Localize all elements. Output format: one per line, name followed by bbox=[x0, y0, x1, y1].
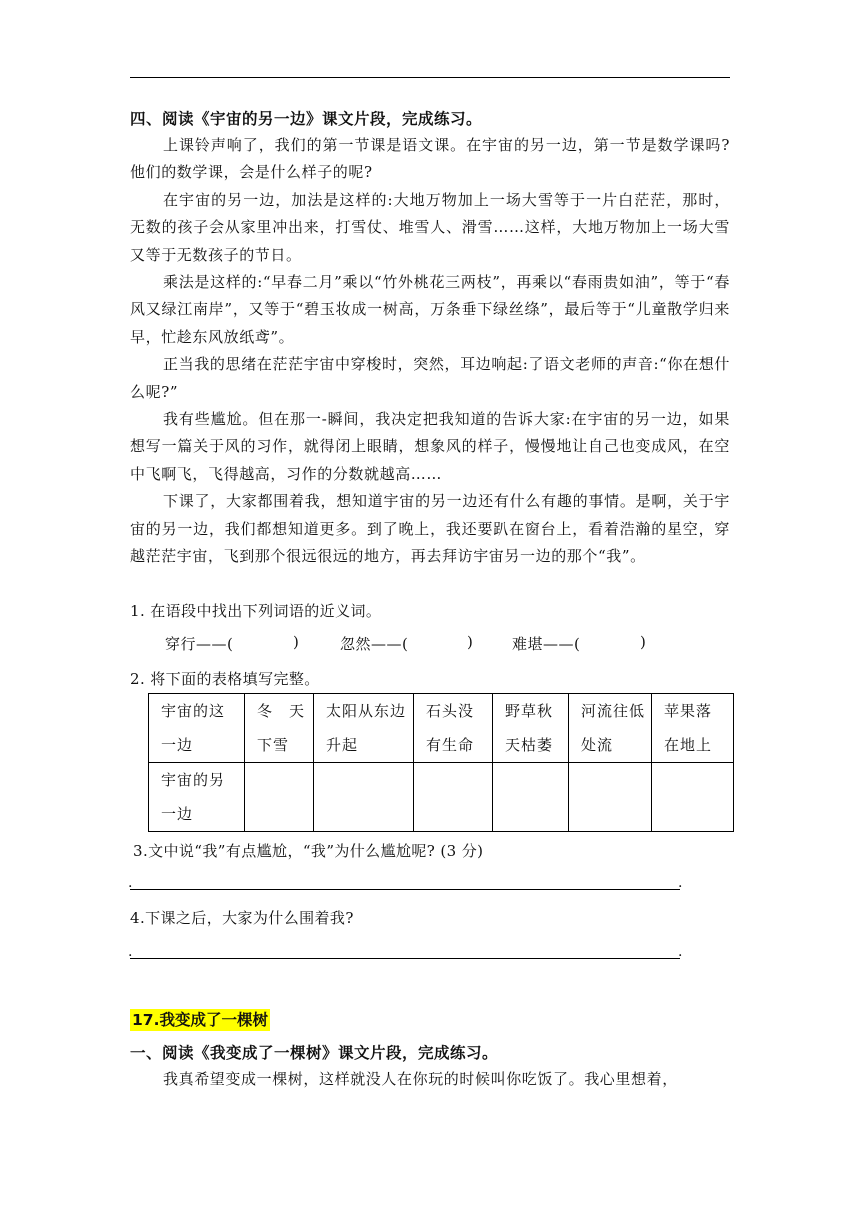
answer-line[interactable] bbox=[130, 958, 680, 959]
passage-paragraph: 在宇宙的另一边，加法是这样的:大地万物加上一场大雪等于一片白茫茫，那时，无数的孩子会从家里冲出来，打雪仗、堆雪人、滑雪……这样，大地万物加上一场大雪又等于无数孩子的节日。 bbox=[130, 190, 730, 264]
header-rule bbox=[130, 77, 730, 78]
answer-cell[interactable] bbox=[493, 763, 569, 832]
passage-paragraph: 乘法是这样的:“早春二月”乘以“竹外桃花三两枝”，再乘以“春雨贵如油”，等于“春风又绿江南岸”，又等于“碧玉妆成一树高，万条垂下绿丝绦”，最后等于“儿童散学归来早，忙趁东风放纸鸢”。 bbox=[130, 273, 730, 346]
lesson-title-wrap bbox=[130, 1008, 730, 1030]
line-end-dot: . bbox=[678, 875, 683, 891]
table-cell: 野草秋天枯萎 bbox=[493, 694, 569, 763]
line-end-dot: . bbox=[678, 944, 683, 960]
vocab-item-open: 难堪——( bbox=[512, 635, 581, 653]
passage-paragraph: 正当我的思绪在茫茫宇宙中穿梭时，突然，耳边响起:了语文老师的声音:“你在想什么呢?” bbox=[130, 355, 730, 401]
table-row bbox=[149, 763, 734, 832]
passage-paragraph: 上课铃声响了，我们的第一节课是语文课。在宇宙的另一边，第一节是数学课吗?他们的数学课，会是什么样子的呢? bbox=[130, 136, 730, 182]
answer-cell[interactable] bbox=[314, 763, 414, 832]
question-2: 2. 将下面的表格填写完整。 bbox=[130, 670, 320, 688]
table-cell: 河流往低处流 bbox=[569, 694, 652, 763]
answer-cell[interactable] bbox=[414, 763, 493, 832]
table-cell: 苹果落在地上 bbox=[652, 694, 734, 763]
table-cell: 太阳从东边升起 bbox=[314, 694, 414, 763]
reading-passage bbox=[130, 132, 730, 571]
lesson-title: 17.我变成了一棵树 bbox=[132, 1011, 268, 1029]
answer-cell[interactable] bbox=[245, 763, 314, 832]
table-cell: 宇宙的这一边 bbox=[149, 694, 245, 763]
comparison-table bbox=[148, 693, 734, 832]
reading-passage bbox=[130, 1066, 730, 1093]
vocab-item-close: ) bbox=[640, 633, 647, 651]
table-cell: 冬 天下雪 bbox=[245, 694, 314, 763]
line-start-dot: . bbox=[128, 875, 133, 891]
line-start-dot: . bbox=[128, 944, 133, 960]
vocab-item-open: 穿行——( bbox=[165, 635, 234, 653]
question-4: 4.下课之后，大家为什么围着我? bbox=[130, 909, 354, 927]
vocab-item-close: ) bbox=[293, 633, 300, 651]
passage-paragraph: 我有些尴尬。但在那一-瞬间，我决定把我知道的告诉大家:在宇宙的另一边，如果想写一篇关于风的习作，就得闭上眼睛，想象风的样子，慢慢地让自己也变成风，在空中飞啊飞，飞得越高，习作的分数就越高…… bbox=[130, 410, 730, 483]
question-1: 1. 在语段中找出下列词语的近义词。 bbox=[130, 602, 382, 620]
table-cell: 石头没有生命 bbox=[414, 694, 493, 763]
answer-cell[interactable] bbox=[569, 763, 652, 832]
vocab-item-close: ) bbox=[467, 633, 474, 651]
answer-line[interactable] bbox=[130, 889, 680, 890]
table-row bbox=[149, 694, 734, 763]
section-heading: 四、阅读《宇宙的另一边》课文片段，完成练习。 bbox=[130, 110, 483, 128]
table-cell: 宇宙的另一边 bbox=[149, 763, 245, 832]
question-3: 3.文中说“我”有点尴尬，“我”为什么尴尬呢? (3 分) bbox=[133, 842, 484, 860]
answer-cell[interactable] bbox=[652, 763, 734, 832]
passage-paragraph: 我真希望变成一棵树，这样就没人在你玩的时候叫你吃饭了。我心里想着， bbox=[163, 1070, 678, 1088]
vocab-item-open: 忽然——( bbox=[340, 635, 409, 653]
passage-paragraph: 下课了，大家都围着我，想知道宇宙的另一边还有什么有趣的事情。是啊，关于宇宙的另一边，我们都想知道更多。到了晚上，我还要趴在窗台上，看着浩瀚的星空，穿越茫茫宇宙，飞到那个很远很远的地方，再去拜访宇宙另一边的那个“我”。 bbox=[130, 492, 730, 566]
section-heading: 一、阅读《我变成了一棵树》课文片段，完成练习。 bbox=[130, 1044, 499, 1062]
